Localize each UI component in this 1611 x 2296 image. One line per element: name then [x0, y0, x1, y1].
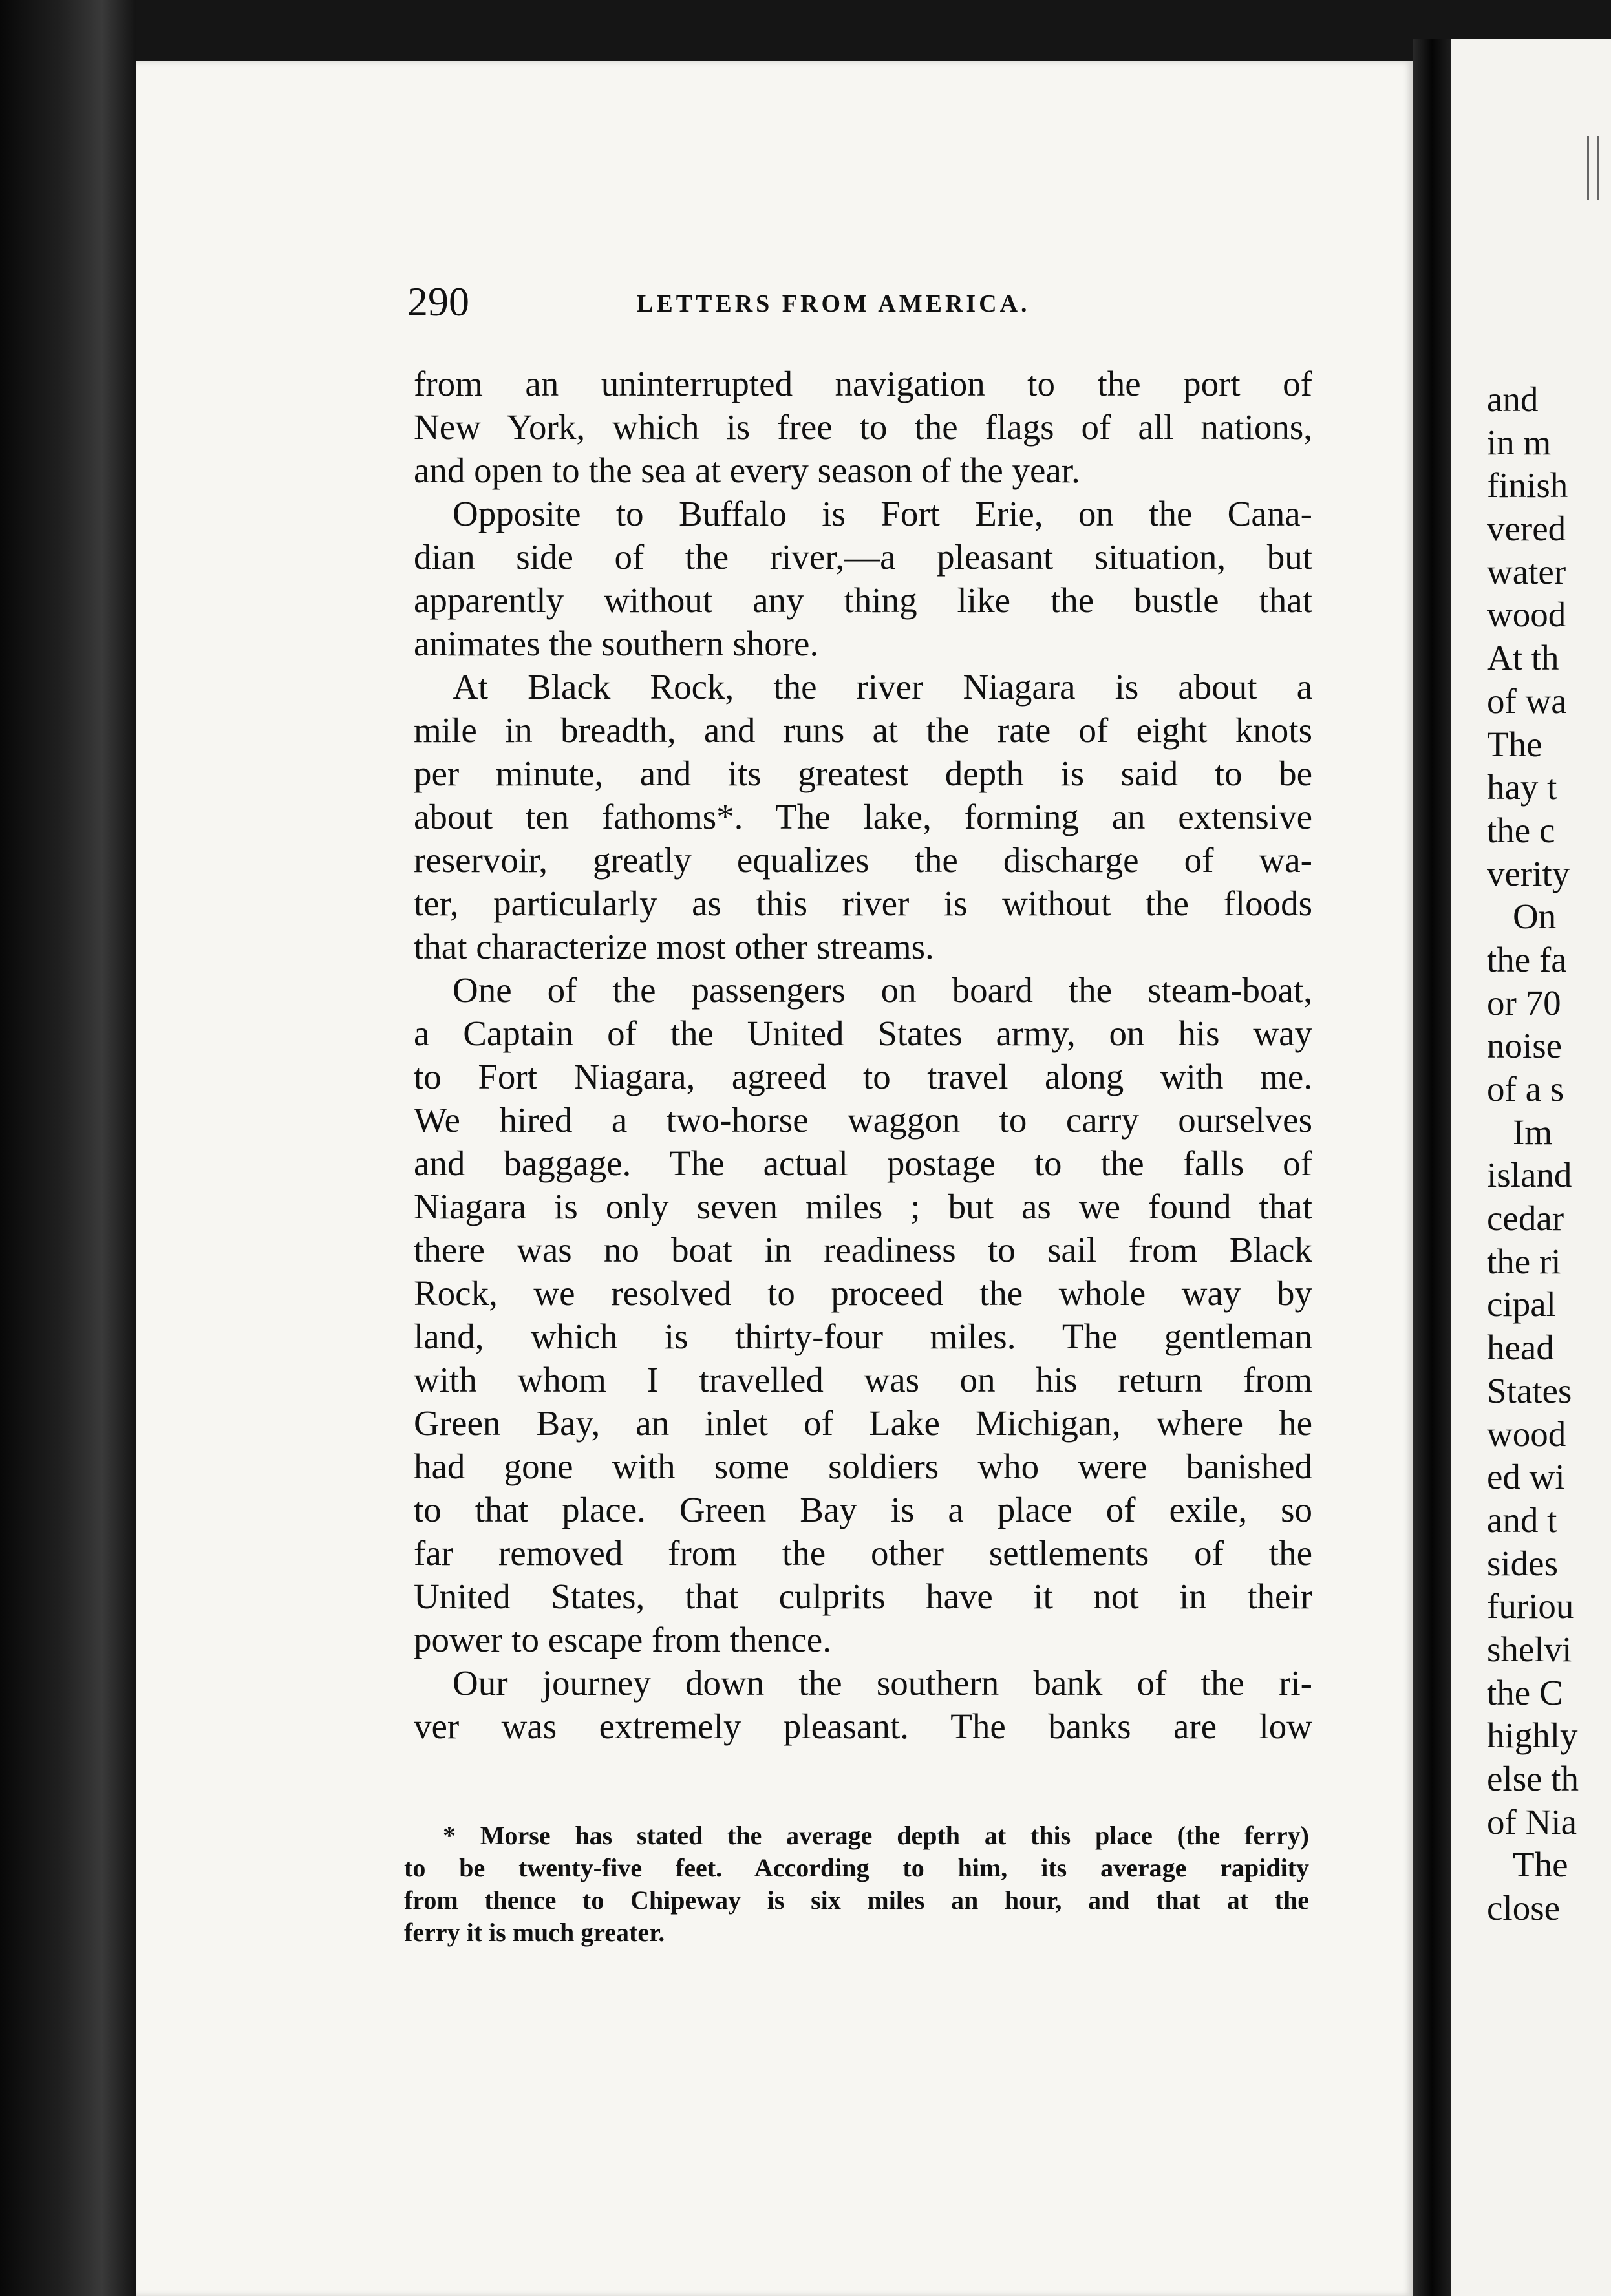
text-line: there was no boat in readiness to sail from Black — [414, 1230, 1312, 1270]
text-line: had gone with some soldiers who were banished — [414, 1447, 1312, 1486]
text-line: ter, particularly as this river is without the floods — [414, 884, 1312, 923]
facing-line: the fa — [1487, 939, 1567, 979]
facing-page-text — [1487, 378, 1611, 1930]
facing-line: wood — [1487, 595, 1566, 635]
text-line: apparently without any thing like the bustle that — [414, 580, 1312, 620]
facing-line: shelvi — [1487, 1629, 1572, 1669]
facing-line: of Nia — [1487, 1802, 1577, 1842]
text-line: to Fort Niagara, agreed to travel along with me. — [414, 1057, 1312, 1096]
facing-line: or 70 — [1487, 983, 1561, 1023]
facing-line: noise — [1487, 1026, 1563, 1066]
text-line: about ten fathoms*. The lake, forming an extensive — [414, 797, 1312, 836]
text-line: animates the southern shore. — [414, 624, 819, 663]
facing-line: cedar — [1487, 1198, 1564, 1238]
facing-line: furiou — [1487, 1586, 1574, 1626]
facing-line: States — [1487, 1370, 1572, 1410]
text-line: United States, that culprits have it not in their — [414, 1577, 1312, 1616]
facing-line: finish — [1487, 465, 1568, 505]
facing-line: of a s — [1487, 1069, 1564, 1109]
text-line: ver was extremely pleasant. The banks are low — [414, 1706, 1312, 1746]
page-number: 290 — [407, 279, 469, 324]
text-line: from an uninterrupted navigation to the port of — [414, 364, 1312, 403]
text-line: Niagara is only seven miles ; but as we found that — [414, 1187, 1312, 1226]
facing-line: The — [1487, 724, 1542, 764]
text-line: that characterize most other streams. — [414, 927, 934, 966]
book-edge-shadow — [0, 0, 136, 2296]
text-line: One of the passengers on board the steam-boat, — [453, 970, 1312, 1010]
text-line: Rock, we resolved to proceed the whole way by — [414, 1273, 1312, 1313]
facing-line: On — [1513, 897, 1557, 937]
facing-line: else th — [1487, 1759, 1579, 1798]
text-line: and baggage. The actual postage to the falls of — [414, 1143, 1312, 1183]
text-line: and open to the sea at every season of the year. — [414, 451, 1080, 490]
text-line: reservoir, greatly equalizes the discharge of wa- — [414, 840, 1312, 880]
facing-line: At th — [1487, 638, 1559, 678]
text-line: Green Bay, an inlet of Lake Michigan, where he — [414, 1403, 1312, 1443]
facing-line: and t — [1487, 1500, 1557, 1540]
text-line: Our journey down the southern bank of the ri- — [453, 1663, 1312, 1703]
running-head — [407, 278, 1312, 330]
facing-line: in m — [1487, 422, 1552, 462]
facing-line: of wa — [1487, 681, 1567, 721]
text-line: with whom I travelled was on his return from — [414, 1360, 1312, 1399]
footnote-line: ferry it is much greater. — [404, 1918, 665, 1947]
footnote-line: from thence to Chipeway is six miles an hour, and that at the — [404, 1886, 1309, 1915]
footnote-line: to be twenty-five feet. According to him, its average rapidity — [404, 1853, 1309, 1882]
facing-line: ed wi — [1487, 1457, 1565, 1497]
text-line: power to escape from thence. — [414, 1620, 831, 1659]
facing-line: the ri — [1487, 1241, 1561, 1281]
facing-line: island — [1487, 1155, 1572, 1195]
text-line: dian side of the river,—a pleasant situation, but — [414, 537, 1312, 577]
main-text-block — [414, 362, 1312, 1748]
text-line: per minute, and its greatest depth is said to be — [414, 754, 1312, 793]
footnote-line: * Morse has stated the average depth at this place (the ferry) — [443, 1821, 1309, 1850]
footnote — [404, 1820, 1309, 1949]
facing-line: water — [1487, 551, 1566, 591]
text-line: We hired a two-horse waggon to carry ourselves — [414, 1100, 1312, 1140]
text-line: far removed from the other settlements of the — [414, 1533, 1312, 1573]
book-gutter — [1413, 39, 1451, 2296]
facing-line: head — [1487, 1328, 1554, 1368]
facing-line: close — [1487, 1888, 1561, 1928]
facing-line: and — [1487, 379, 1539, 419]
facing-line: The — [1513, 1845, 1568, 1885]
text-line: mile in breadth, and runs at the rate of eight knots — [414, 710, 1312, 750]
facing-line: cipal — [1487, 1284, 1556, 1324]
text-line: a Captain of the United States army, on his way — [414, 1014, 1312, 1053]
text-line: to that place. Green Bay is a place of exile, so — [414, 1490, 1312, 1529]
facing-line: verity — [1487, 853, 1570, 893]
facing-line: Im — [1513, 1112, 1553, 1152]
facing-line: vered — [1487, 509, 1566, 549]
facing-line: highly — [1487, 1716, 1578, 1756]
running-title: LETTERS FROM AMERICA. — [637, 290, 1030, 317]
facing-line: hay t — [1487, 767, 1557, 807]
facing-line: the c — [1487, 810, 1555, 850]
bleed-through-mark — [1587, 136, 1599, 200]
facing-line: sides — [1487, 1543, 1558, 1583]
text-line: New York, which is free to the flags of all nations, — [414, 407, 1312, 447]
text-line: land, which is thirty-four miles. The gentleman — [414, 1317, 1312, 1356]
facing-line: the C — [1487, 1672, 1563, 1712]
text-line: Opposite to Buffalo is Fort Erie, on the Cana- — [453, 494, 1312, 533]
text-line: At Black Rock, the river Niagara is about a — [453, 667, 1312, 707]
facing-line: wood — [1487, 1414, 1566, 1454]
